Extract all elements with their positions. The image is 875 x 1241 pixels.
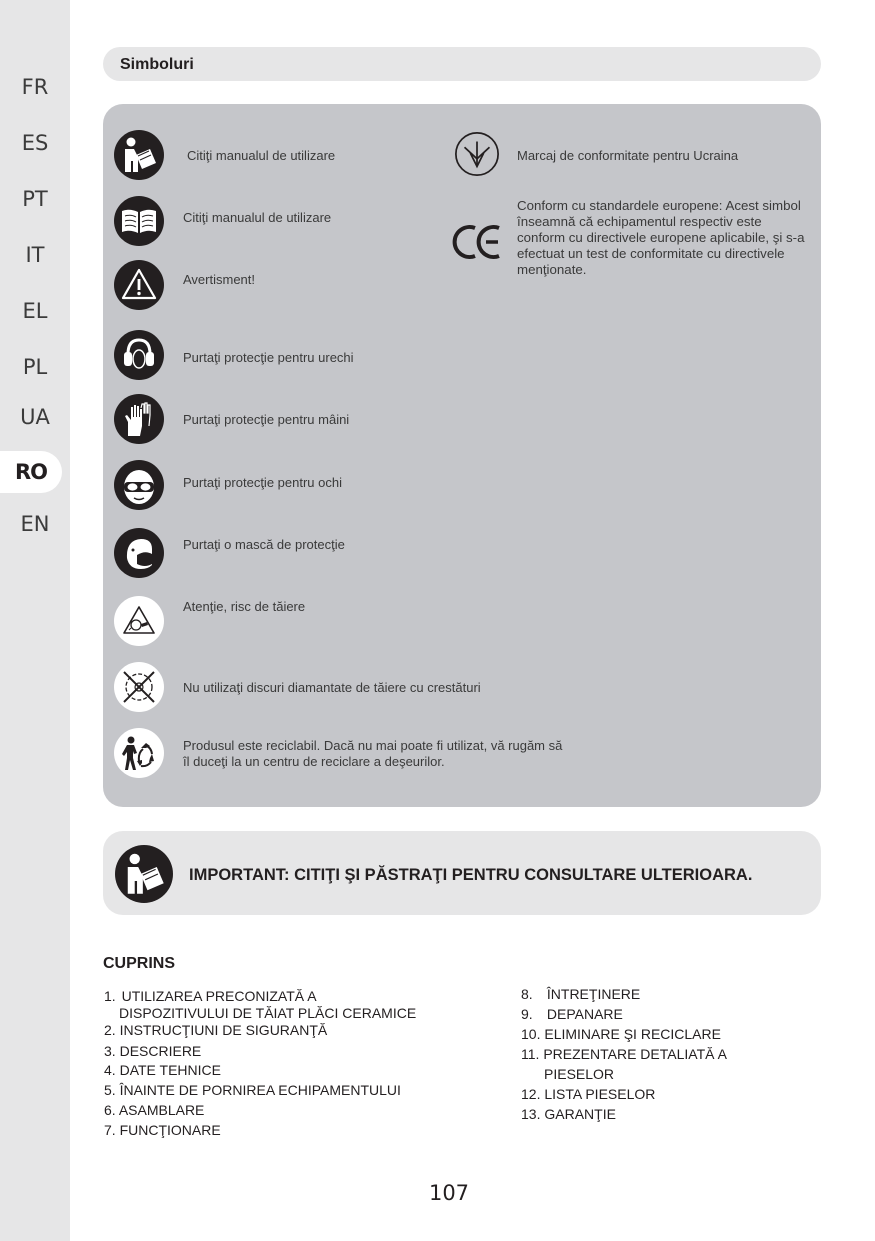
symbol-label: Avertisment!: [183, 272, 256, 287]
important-banner: [103, 831, 821, 915]
lang-tab-en[interactable]: EN: [20, 512, 50, 536]
toc-item-number: 4.: [104, 1062, 116, 1078]
toc-item-text: LISTA PIESELOR: [544, 1086, 656, 1102]
gloves-icon: [114, 394, 164, 444]
ear-protection-icon: [114, 330, 164, 380]
language-sidebar: [0, 0, 70, 1241]
toc-item-number: 2.: [104, 1022, 116, 1038]
toc-item: [104, 1102, 204, 1119]
toc-item: [521, 1086, 655, 1103]
section-title-bar: [103, 47, 821, 81]
ukraine-conformity-icon: [453, 130, 501, 178]
toc-item: [521, 1046, 727, 1063]
symbol-label: Conform cu standardele europene: Acest simbol înseamnă că echipamentul respectiv este conform cu directivele europene aplicabile, şi s-a efectuat un test de conformitate cu directivele menţionate.: [517, 198, 805, 277]
toc-item-text: UTILIZAREA PRECONIZATĂ A: [121, 988, 317, 1004]
toc-item-number: 6.: [104, 1102, 116, 1118]
section-title: Simboluri: [120, 56, 194, 73]
read-manual-person-icon: [114, 130, 164, 180]
symbol-label: Produsul este reciclabil. Dacă nu mai poate fi utilizat, vă rugăm să îl duceţi la un centru de reciclare a deşeurilor.: [183, 738, 563, 769]
symbols-panel: [103, 104, 821, 807]
toc-item-text: ÎNTREŢINERE: [546, 986, 641, 1002]
lang-tab-it[interactable]: IT: [25, 243, 45, 267]
lang-tab-ua[interactable]: UA: [20, 405, 50, 429]
toc-item-text: FUNCŢIONARE: [119, 1122, 221, 1138]
toc-item-number: 12.: [521, 1086, 541, 1102]
toc-item-text: ASAMBLARE: [118, 1102, 205, 1118]
symbol-label: Purtaţi protecţie pentru urechi: [183, 350, 354, 365]
symbol-label: Atenţie, risc de tăiere: [183, 599, 306, 614]
symbol-label: Purtaţi protecţie pentru ochi: [183, 475, 342, 490]
toc-item-number: 9.: [521, 1006, 533, 1022]
toc-item-number: 13.: [521, 1106, 541, 1122]
open-book-icon: [114, 196, 164, 246]
toc-item-continuation: DISPOZITIVULUI DE TĂIAT PLĂCI CERAMICE: [119, 1005, 417, 1021]
toc-item-continuation: PIESELOR: [544, 1066, 615, 1082]
lang-tab-es[interactable]: ES: [21, 131, 49, 155]
toc-item: [521, 1006, 623, 1023]
toc-item-number: 11.: [521, 1046, 540, 1062]
symbol-label: Citiţi manualul de utilizare: [183, 210, 332, 225]
ce-mark-icon: [452, 222, 504, 262]
important-text: IMPORTANT: CITIŢI ŞI PĂSTRAŢI PENTRU CONSULTARE ULTERIOARA.: [189, 866, 753, 884]
toc-item: [104, 1043, 201, 1060]
toc-item: [521, 1026, 721, 1043]
page-number: 107: [428, 1181, 470, 1205]
goggles-icon: [114, 460, 164, 510]
symbol-label: Marcaj de conformitate pentru Ucraina: [517, 148, 739, 163]
toc-item-text: DEPANARE: [546, 1006, 623, 1022]
lang-tab-ro-active[interactable]: RO: [0, 451, 62, 493]
toc-item: [104, 1122, 221, 1139]
read-manual-person-icon: [115, 845, 173, 903]
lang-tab-pl[interactable]: PL: [22, 355, 48, 379]
symbol-label: Purtaţi protecţie pentru mâini: [183, 412, 350, 427]
warning-triangle-icon: [114, 260, 164, 310]
no-notched-disc-icon: [114, 662, 164, 712]
toc-item: [104, 988, 317, 1005]
toc-item: [521, 1106, 616, 1123]
toc-item-number: 8.: [521, 986, 533, 1002]
lang-tab-el[interactable]: EL: [22, 299, 48, 323]
toc-item: [104, 1082, 401, 1099]
toc-item-text: DATE TEHNICE: [119, 1062, 221, 1078]
toc-title: CUPRINS: [103, 955, 176, 972]
toc-item-number: 7.: [104, 1122, 116, 1138]
toc-item-text: DESCRIERE: [119, 1043, 202, 1059]
toc-item-text: ÎNAINTE DE PORNIREA ECHIPAMENTULUI: [119, 1082, 401, 1098]
toc-item: [104, 1062, 221, 1079]
lang-tab-fr[interactable]: FR: [21, 75, 49, 99]
toc-item-text: GARANŢIE: [544, 1106, 616, 1122]
recycle-person-icon: [114, 728, 164, 778]
toc-item-number: 5.: [104, 1082, 116, 1098]
toc-item-text: ELIMINARE ŞI RECICLARE: [544, 1026, 721, 1042]
cutting-risk-icon: [114, 596, 164, 646]
symbol-label: Purtaţi o mască de protecţie: [183, 537, 345, 552]
symbol-label: Citiţi manualul de utilizare: [187, 148, 336, 163]
toc-item: [521, 986, 640, 1003]
symbol-label: Nu utilizaţi discuri diamantate de tăiere cu crestături: [183, 680, 481, 695]
dust-mask-icon: [114, 528, 164, 578]
toc-item-text: INSTRUCŢIUNI DE SIGURANŢĂ: [119, 1022, 328, 1038]
lang-tab-pt[interactable]: PT: [22, 187, 48, 211]
toc-item-number: 3.: [104, 1043, 116, 1059]
toc-item-number: 10.: [521, 1026, 541, 1042]
toc-item-text: PREZENTARE DETALIATĂ A: [543, 1046, 727, 1062]
toc-item-number: 1.: [104, 988, 116, 1004]
toc-item: [104, 1022, 327, 1039]
